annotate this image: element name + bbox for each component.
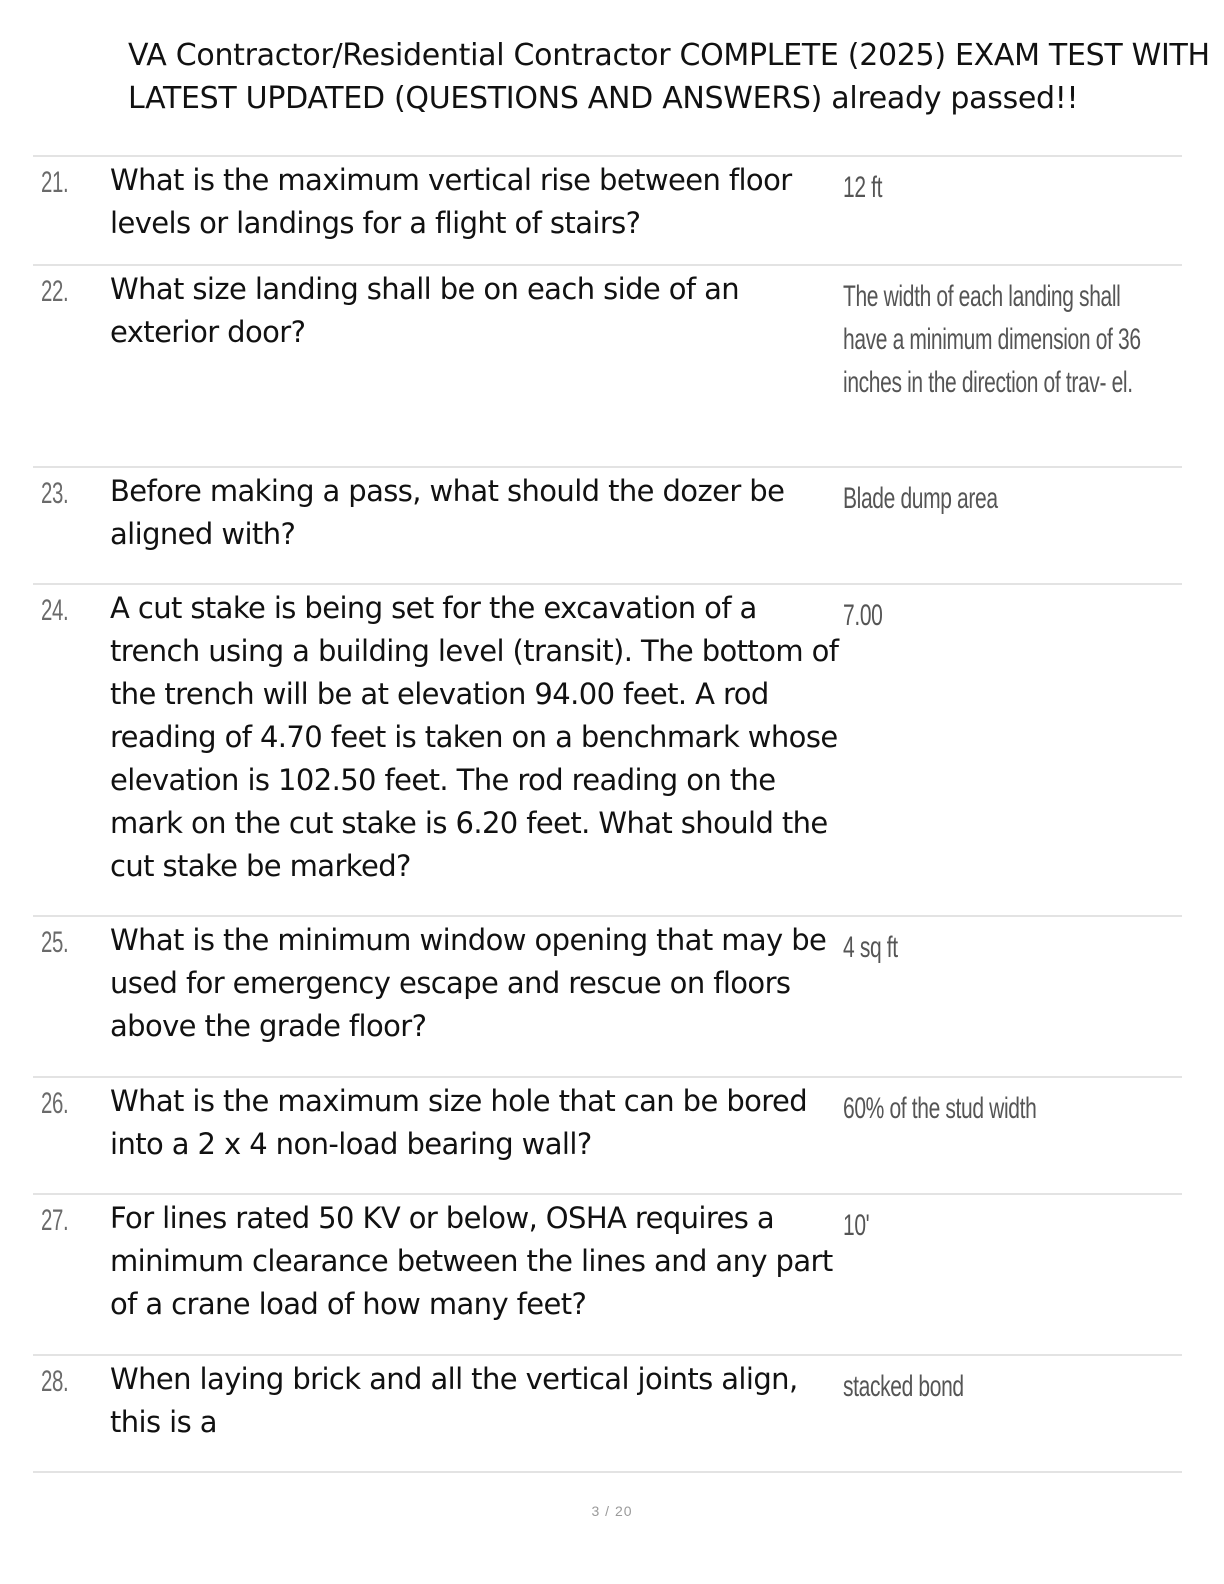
answer-text: stacked bond	[843, 1370, 964, 1403]
question-number: 23.	[41, 477, 69, 510]
answer-text: 12 ft	[843, 171, 883, 204]
document-title: VA Contractor/Residential Contractor COMPLETE (2025) EXAM TEST WITH LATEST UPDATED (QUESTIONS AND ANSWERS) already passed!!	[128, 38, 1210, 116]
question-text: What is the minimum window opening that may be used for emergency escape and rescue on floors above the grade floor?	[110, 923, 827, 1043]
question-number: 21.	[41, 166, 69, 199]
question-text: A cut stake is being set for the excavation of a trench using a building level (transit). The bottom of the trench will be at elevation 94.00 feet. A rod reading of 4.70 feet is taken on a benchmark whose elevation is 102.50 feet. The rod reading on the mark on the cut stake is 6.20 feet. What should the cut stake be marked?	[110, 591, 839, 883]
question-number: 26.	[41, 1087, 69, 1120]
qa-row	[33, 466, 1182, 583]
answer-text: Blade dump area	[843, 482, 998, 515]
question-number: 25.	[41, 926, 69, 959]
qa-row	[33, 583, 1182, 915]
question-text: Before making a pass, what should the dozer be aligned with?	[110, 474, 785, 551]
question-text: What size landing shall be on each side of an exterior door?	[110, 272, 740, 349]
answer-text: 10'	[843, 1209, 870, 1242]
question-text: What is the maximum size hole that can be bored into a 2 x 4 non-load bearing wall?	[110, 1084, 808, 1161]
qa-row	[33, 264, 1182, 466]
qa-row	[33, 1076, 1182, 1193]
answer-text: 4 sq ft	[843, 931, 898, 964]
qa-row	[33, 1193, 1182, 1354]
question-number: 28.	[41, 1365, 69, 1398]
question-text: When laying brick and all the vertical joints align, this is a	[110, 1362, 798, 1439]
question-text: What is the maximum vertical rise between floor levels or landings for a flight of stairs?	[110, 163, 792, 240]
answer-text: The width of each landing shall have a minimum dimension of 36 inches in the direction of trav- el.	[843, 280, 1141, 399]
qa-row	[33, 1354, 1182, 1473]
qa-row	[33, 155, 1182, 264]
question-number: 27.	[41, 1204, 69, 1237]
question-text: For lines rated 50 KV or below, OSHA requires a minimum clearance between the lines and any part of a crane load of how many feet?	[110, 1201, 833, 1321]
question-number: 22.	[41, 275, 69, 308]
answer-text: 60% of the stud width	[843, 1092, 1037, 1125]
page-indicator: 3 / 20	[591, 1503, 633, 1519]
question-number: 24.	[41, 594, 69, 627]
answer-text: 7.00	[843, 599, 883, 632]
qa-row	[33, 915, 1182, 1076]
question-answer-table	[33, 155, 1182, 1473]
